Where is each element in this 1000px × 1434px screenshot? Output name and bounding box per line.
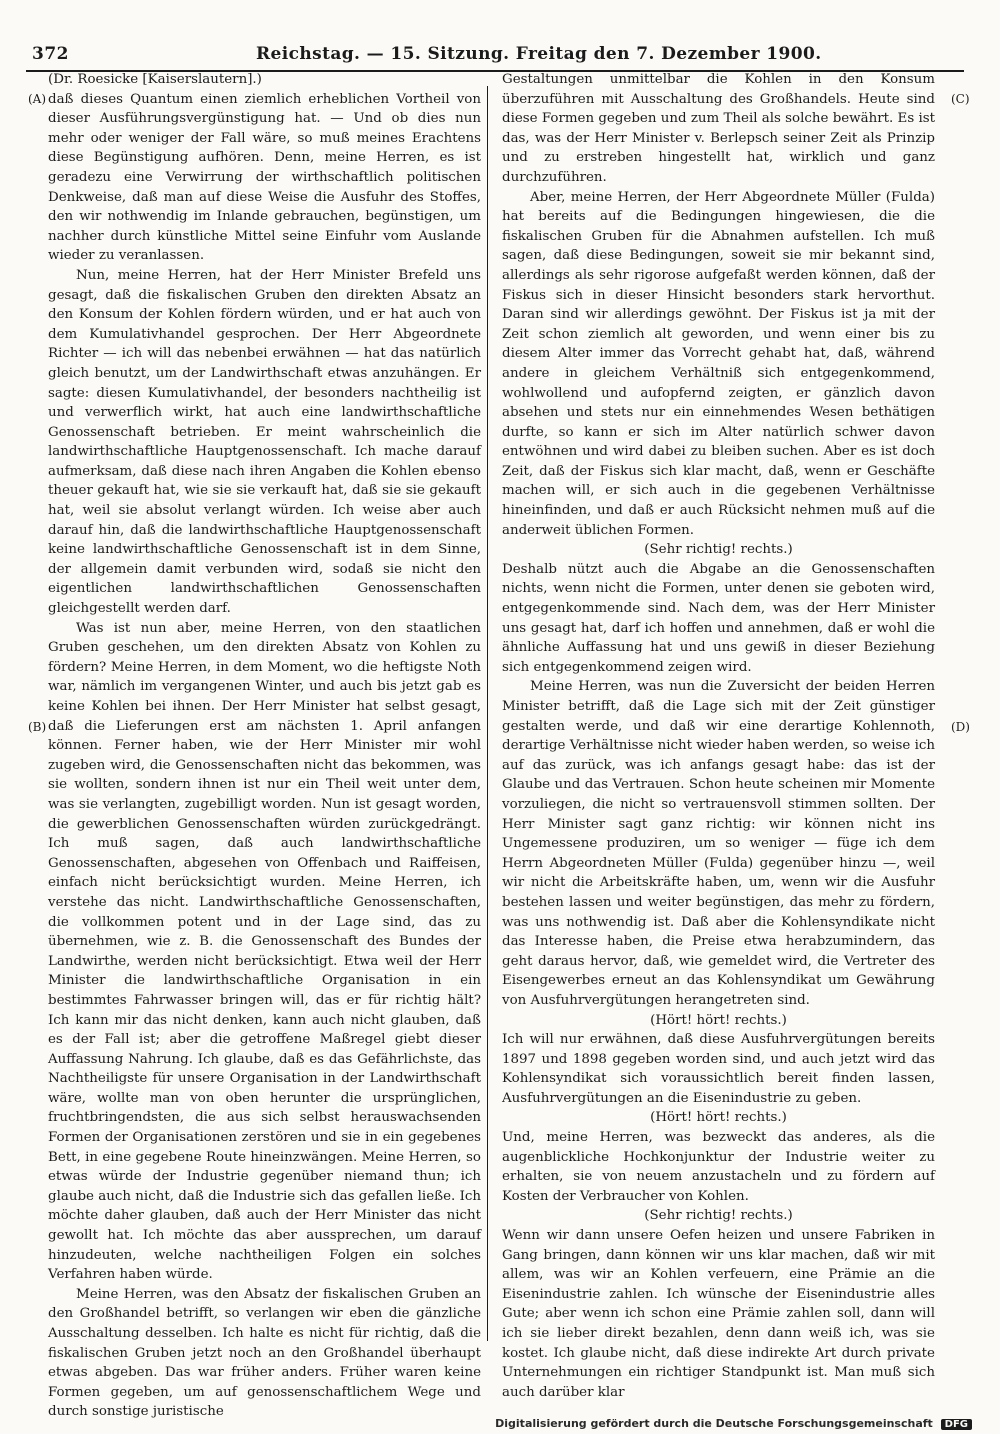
paragraph: Wenn wir dann unsere Oefen heizen und unsere Fabriken in Gang bringen, dann können wir uns klar machen, daß wir mit allem, was wir an Kohlen verfeuern, eine Prämie an die Eisenindustrie zahlen. Ich wünsche der Eisenindustrie alles Gute; aber wenn ich schon eine Prämie zahlen soll, dann will ich sie lieber direkt bezahlen, denn dann weiß ich, was sie kostet. Ich glaube nicht, daß diese indirekte Art durch private Unternehmungen ein richtiger Standpunkt ist. Man muß sich auch darüber klar [502, 1228, 935, 1400]
column-divider [487, 86, 488, 1341]
paragraph: Deshalb nützt auch die Abgabe an die Genossenschaften nichts, wenn nicht die Formen, unter denen sie geboten wird, entgegenkommende sind. Nach dem, was der Herr Minister uns gesagt hat, darf ich hoffen und annehmen, daß er wohl die ähnliche Auffassung hat und uns gewiß in dieser Beziehung sich entgegenkommend zeigen wird. [502, 561, 935, 675]
paragraph: Aber, meine Herren, der Herr Abgeordnete Müller (Fulda) hat bereits auf die Bedingungen hingewiesen, die die fiskalischen Gruben für die Abnahmen aufstellen. Ich muß sagen, daß diese Bedingungen, soweit sie mir bekannt sind, allerdings als sehr rigorose aufgefaßt werden können, daß der Fiskus sich in dieser Hinsicht besonders stark hervorthut. Daran sind wir allerdings gewöhnt. Der Fiskus ist ja mit der Zeit schon ziemlich alt geworden, und wenn einer bis zu diesem Alter immer das Vorrecht gehabt hat, daß, während andere in gleichem Verhältniß sich entgegenkommend, wohlwollend und aufopfernd zeigten, er gänzlich davon absehen und stets nur ein einnehmendes Wesen bethätigen durfte, so kann er sich im Alter natürlich schwer davon entwöhnen und wird dabei zu bleiben suchen. Aber es ist doch Zeit, daß der Fiskus sich klar macht, daß, wenn er Geschäfte machen will, er sich auch in die gegebenen Verhältnisse hineinfinden, und daß er auch Rücksicht nehmen muß auf die anderweit üblichen Formen. [502, 189, 935, 538]
paragraph: Was ist nun aber, meine Herren, von den staatlichen Gruben geschehen, um den direkten Absatz von Kohlen zu fördern? Meine Herren, in dem Moment, wo die heftigste Noth war, nämlich im vergangenen Winter, und auch bis jetzt gab es keine Kohlen bei ihnen. Der Herr Minister hat selbst gesagt, daß die Lieferungen erst am nächsten 1. April anfangen können. Ferner haben, wie der Herr Minister mir wohl zugeben wird, die Genossenschaften nicht das bekommen, was sie wollten, sondern ihnen ist nur ein Theil weit unter dem, was sie verlangten, zugebilligt worden. Nun ist gesagt worden, die gewerblichen Genossenschaften würden zurückgedrängt. Ich muß sagen, daß auch landwirthschaftliche Genossenschaften, abgesehen von Offenbach und Raiffeisen, einfach nicht berücksichtigt wurden. Meine Herren, ich verstehe das nicht. Landwirthschaftliche Genossenschaften, die vollkommen potent und in der Lage sind, das zu übernehmen, wie z. B. die Genossenschaft des Bundes der Landwirthe, werden nicht berücksichtigt. Etwa weil der Herr Minister die landwirthschaftliche Organisation in ein bestimmtes Fahrwasser bringen will, das er für richtig hält? Ich kann mir das nicht denken, kann auch nicht glauben, daß es der Fall ist; aber die getroffene Maßregel giebt dieser Auffassung Nahrung. Ich glaube, daß es das Gefährlichste, das Nachtheiligste für unsere Organisation in der Landwirthschaft wäre, wollte man von oben herunter die ursprünglichen, fruchtbringendsten, die aus sich selbst herauswachsenden Formen der Organisationen zerstören und sie in ein gegebenes Bett, in eine gegebene Route hineinzwängen. Meine Herren, so etwas würde der Industrie gegenüber niemand thun; ich glaube auch nicht, daß die Industrie sich das gefallen ließe. Ich möchte daher glauben, daß auch der Herr Minister das nicht gewollt hat. Ich möchte das aber aussprechen, um darauf hinzudeuten, welche nachtheiligen Folgen ein solches Verfahren haben würde. [48, 620, 481, 1283]
margin-marker-d: (D) [951, 720, 970, 734]
page-header [26, 44, 964, 72]
interjection: (Hört! hört! rechts.) [650, 1012, 787, 1028]
interjection: (Sehr richtig! rechts.) [644, 542, 793, 558]
margin-marker-c: (C) [951, 92, 970, 106]
paragraph: daß dieses Quantum einen ziemlich erheblichen Vortheil von dieser Ausführungsvergünstigung hat. — Und ob dies nun mehr oder weniger der Fall wäre, so muß meines Erachtens diese Begünstigung aufhören. Denn, meine Herren, es ist geradezu eine Verwirrung der wirthschaftlich politischen Denkweise, daß man auf diese Weise die Ausfuhr des Stoffes, den wir nothwendig im Inlande gebrauchen, begünstigen, um nachher durch künstliche Mittel seine Einfuhr vom Auslande wieder zu veranlassen. [48, 91, 481, 264]
paragraph: Meine Herren, was den Absatz der fiskalischen Gruben an den Großhandel betrifft, so verlangen wir eben die gänzliche Ausschaltung desselben. Ich halte es nicht für richtig, daß die fiskalischen Gruben jetzt noch an den Großhandel überhaupt etwas abgeben. Das war früher anders. Früher waren keine Formen gegeben, um auf genossenschaftlichem Wege und durch sonstige juristische [48, 1286, 481, 1420]
page-number: 372 [32, 44, 69, 64]
funding-credit: Digitalisierung gefördert durch die Deutsche Forschungsgemeinschaft [495, 1417, 933, 1430]
margin-marker-a: (A) [28, 92, 47, 106]
margin-marker-b: (B) [28, 720, 47, 734]
interjection: (Sehr richtig! rechts.) [644, 1208, 793, 1224]
right-column [502, 70, 935, 1400]
header-title: Reichstag. — 15. Sitzung. Freitag den 7. Dezember 1900. [256, 44, 822, 64]
paragraph: Und, meine Herren, was bezweckt das anderes, als die augenblickliche Hochkonjunktur der Industrie weiter zu erhalten, sie von neuem anzustacheln und zu fördern auf Kosten der Verbraucher von Kohlen. [502, 1130, 935, 1204]
paragraph: Ich will nur erwähnen, daß diese Ausfuhrvergütungen bereits 1897 und 1898 gegeben worden sind, und auch jetzt wird das Kohlensyndikat sich voraussichtlich bereit finden lassen, Ausfuhrvergütungen an die Eisenindustrie zu geben. [502, 1032, 935, 1106]
paragraph: Gestaltungen unmittelbar die Kohlen in den Konsum überzuführen mit Ausschaltung des Großhandels. Heute sind diese Formen gegeben und zum Theil als solche bewährt. Es ist das, was der Herr Minister v. Berlepsch seiner Zeit als Prinzip und zu erstreben hingestellt hat, wirklich und ganz durchzuführen. [502, 72, 935, 185]
speaker-line: (Dr. Roesicke [Kaiserslautern].) [48, 72, 262, 87]
paragraph: Nun, meine Herren, hat der Herr Minister Brefeld uns gesagt, daß die fiskalischen Gruben den direkten Absatz an den Konsum der Kohlen fördern würden, und er hat auch von dem Kumulativhandel gesprochen. Der Herr Abgeordnete Richter — ich will das nebenbei erwähnen — hat das natürlich gleich benutzt, um der Landwirthschaft etwas anzuhängen. Er sagte: diesen Kumulativhandel, der besonders nachtheilig ist und verwerflich wirkt, hat auch eine landwirthschaftliche Genossenschaft betrieben. Er meint wahrscheinlich die landwirthschaftliche Hauptgenossenschaft. Ich mache darauf aufmerksam, daß diese nach ihren Angaben die Kohlen ebenso theuer gekauft hat, wie sie sie verkauft hat, daß sie sie gekauft hat, weil sie absolut verlangt würden. Ich weise aber auch darauf hin, daß die landwirthschaftliche Hauptgenossenschaft keine landwirthschaftliche Genossenschaft ist in dem Sinne, der allgemein damit verbunden wird, sodaß sie nicht den eigentlichen landwirthschaftlichen Genossenschaften gleichgestellt werden darf. [48, 267, 481, 617]
paragraph: Meine Herren, was nun die Zuversicht der beiden Herren Minister betrifft, daß die Lage sich mit der Zeit günstiger gestalten werde, und daß wir eine derartige Kohlennoth, derartige Verhältnisse nicht wieder haben werden, so weise ich auf das zurück, was ich anfangs gesagt habe: das ist der Glaube und das Vertrauen. Schon heute scheinen mir Momente vorzuliegen, die nicht so vertrauensvoll stimmen sollten. Der Herr Minister sagt ganz richtig: wir können nicht ins Ungemessene produziren, um so weniger — füge ich dem Herrn Abgeordneten Müller (Fulda) gegenüber hinzu —, weil wir nicht die Arbeitskräfte haben, um, wenn wir die Ausfuhr bestehen lassen und weiter begünstigen, das mehr zu fördern, was uns nothwendig ist. Daß aber die Kohlensyndikate nicht das Interesse haben, die Preise etwa herabzumindern, das geht daraus hervor, daß, wie gemeldet wird, die Vertreter des Eisengewerbes erneut an das Kohlensyndikat um Gewährung von Ausfuhrvergütungen herangetreten sind. [502, 679, 935, 1008]
footer-credit [495, 1417, 972, 1430]
interjection: (Hört! hört! rechts.) [650, 1110, 787, 1126]
dfg-logo: DFG [941, 1419, 972, 1430]
left-column [48, 70, 481, 1420]
